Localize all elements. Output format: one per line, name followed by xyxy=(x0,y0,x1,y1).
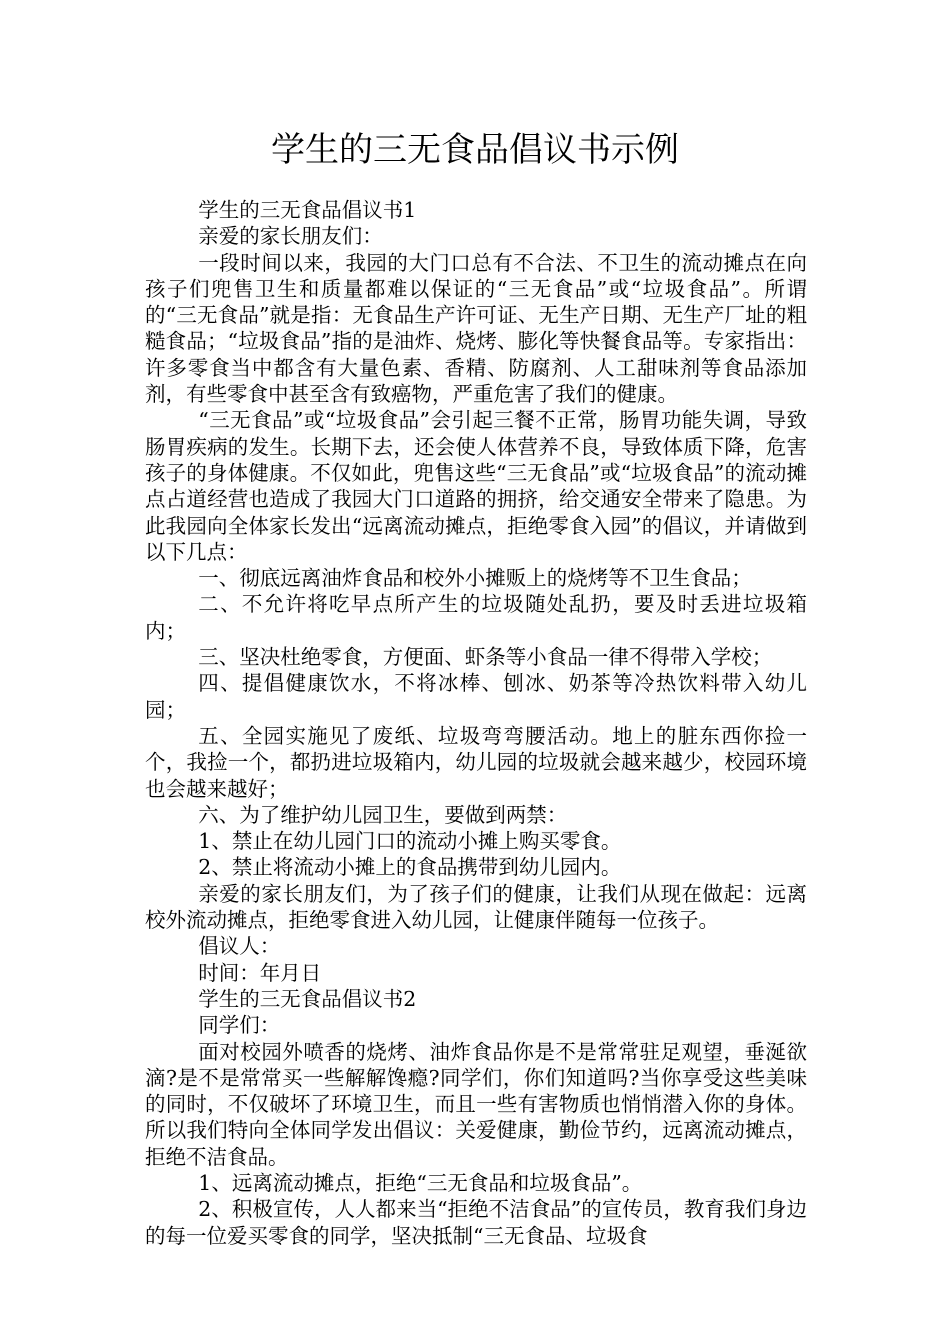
list-item: 五、全园实施见了废纸、垃圾弯弯腰活动。地上的脏东西你捡一个，我捡一个，都扔进垃圾箱内，幼儿园的垃圾就会越来越少，校园环境也会越来越好； xyxy=(145,723,807,801)
list-item: 四、提倡健康饮水，不将冰棒、刨冰、奶茶等冷热饮料带入幼儿园； xyxy=(145,671,807,722)
list-item: 1、远离流动摊点，拒绝“三无食品和垃圾食品”。 xyxy=(198,1170,643,1195)
document-body xyxy=(145,197,807,1249)
salutation: 同学们： xyxy=(198,1013,281,1038)
list-item: 2、积极宣传，人人都来当“拒绝不洁食品”的宣传员，教育我们身边的每一位爱买零食的同学，坚决抵制“三无食品、垃圾食 xyxy=(145,1197,807,1248)
paragraph: 亲爱的家长朋友们，为了孩子们的健康，让我们从现在做起：远离校外流动摊点，拒绝零食进入幼儿园，让健康伴随每一位孩子。 xyxy=(145,881,807,933)
list-item: 一、彻底远离油炸食品和校外小摊贩上的烧烤等不卫生食品； xyxy=(198,566,752,591)
salutation: 亲爱的家长朋友们： xyxy=(198,224,383,249)
document-title: 学生的三无食品倡议书示例 xyxy=(271,130,679,170)
list-item: 1、禁止在幼儿园门口的流动小摊上购买零食。 xyxy=(198,829,622,854)
list-item: 2、禁止将流动小摊上的食品携带到幼儿园内。 xyxy=(198,855,622,880)
paragraph: “三无食品”或“垃圾食品”会引起三餐不正常，肠胃功能失调，导致肠胃疾病的发生。长期下去，还会使人体营养不良，导致体质下降，危害孩子的身体健康。不仅如此，兜售这些“三无食品”或“垃圾食品”的流动摊点占道经营也造成了我园大门口道路的拥挤，给交通安全带来了隐患。为此我园向全体家长发出“远离流动摊点，拒绝零食入园”的倡议，并请做到以下几点： xyxy=(145,408,807,564)
section-heading-1: 学生的三无食品倡议书1 xyxy=(198,198,417,222)
paragraph: 一段时间以来，我园的大门口总有不合法、不卫生的流动摊点在向孩子们兜售卫生和质量都难以保证的“三无食品”或“垃圾食品”。所谓的“三无食品”就是指：无食品生产许可证、无生产日期、无生产厂址的粗糙食品；“垃圾食品”指的是油炸、烧烤、膨化等快餐食品等。专家指出：许多零食当中都含有大量色素、香精、防腐剂、人工甜味剂等食品添加剂，有些零食中甚至含有致癌物，严重危害了我们的健康。 xyxy=(145,250,807,407)
list-item: 三、坚决杜绝零食，方便面、虾条等小食品一律不得带入学校； xyxy=(198,645,773,670)
signature-line: 倡议人： xyxy=(198,934,281,959)
list-item: 二、不允许将吃早点所产生的垃圾随处乱扔，要及时丢进垃圾箱内； xyxy=(145,592,807,643)
list-item: 六、为了维护幼儿园卫生，要做到两禁： xyxy=(198,802,568,827)
date-line: 时间：年月日 xyxy=(198,960,322,985)
section-heading-2: 学生的三无食品倡议书2 xyxy=(198,986,417,1011)
paragraph: 面对校园外喷香的烧烤、油炸食品你是不是常常驻足观望，垂涎欲滴?是不是常常买一些解解馋瘾?同学们，你们知道吗?当你享受这些美味的同时，不仅破坏了环境卫生，而且一些有害物质也悄悄潜入你的身体。所以我们特向全体同学发出倡议：关爱健康，勤俭节约，远离流动摊点，拒绝不洁食品。 xyxy=(145,1039,807,1169)
